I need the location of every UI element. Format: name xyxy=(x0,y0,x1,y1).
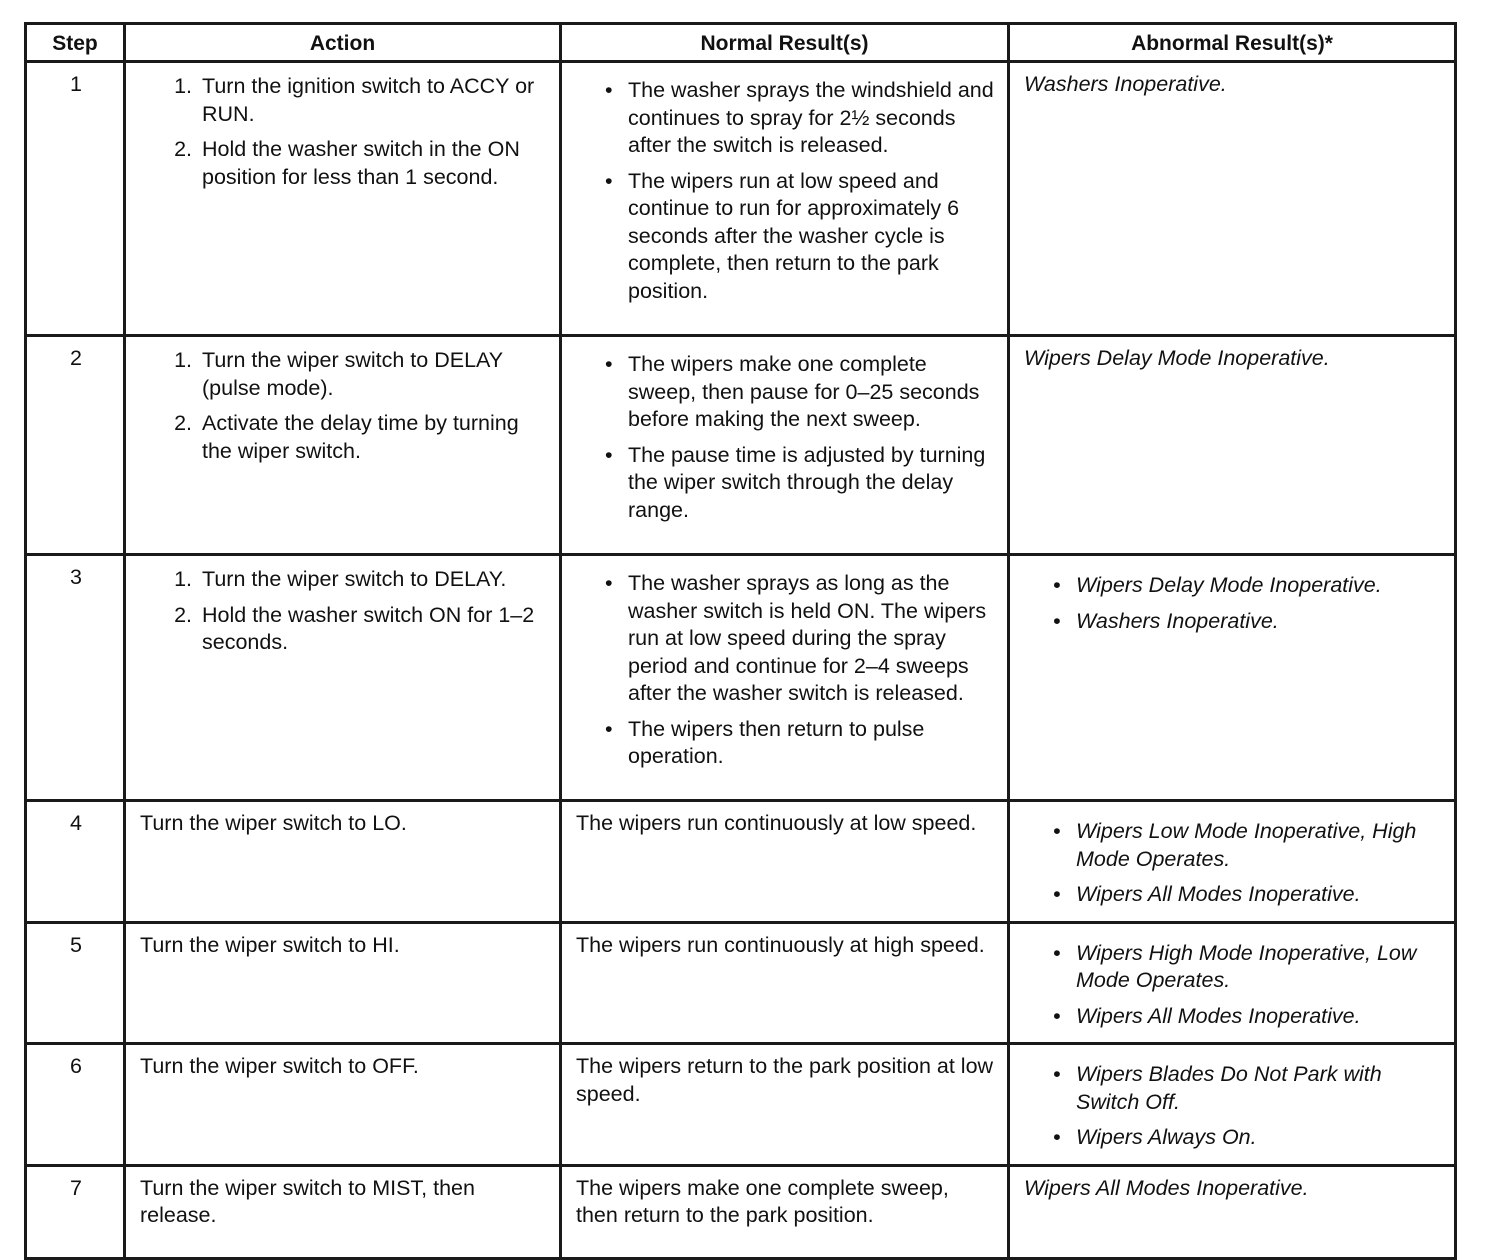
header-normal-results: Normal Result(s) xyxy=(561,24,1009,62)
abnormal-result-cell xyxy=(1009,801,1456,923)
abnormal-result-cell xyxy=(1009,62,1456,336)
normal-result-item: • The wipers run at low speed and continue to run for approximately 6 seconds after the washer cycle is complete, then return to the park position. xyxy=(628,168,995,306)
step-number: 5 xyxy=(26,922,125,1044)
normal-result-text: The wipers run continuously at low speed. xyxy=(576,811,977,835)
step-number: 4 xyxy=(26,801,125,923)
header-abnormal-results: Abnormal Result(s)* xyxy=(1009,24,1456,62)
abnormal-result-cell xyxy=(1009,922,1456,1044)
abnormal-result-item: • Washers Inoperative. xyxy=(1076,608,1442,636)
abnormal-result-list xyxy=(1024,940,1442,1031)
abnormal-result-cell xyxy=(1009,1044,1456,1166)
step-number: 2 xyxy=(26,336,125,555)
step-number: 6 xyxy=(26,1044,125,1166)
abnormal-result-text: Wipers Delay Mode Inoperative. xyxy=(1024,346,1330,370)
normal-result-text: The wipers return to the park position at low speed. xyxy=(576,1054,994,1106)
normal-result-cell xyxy=(561,336,1009,555)
header-row xyxy=(26,24,1456,62)
normal-result-text: The wipers run continuously at high speed. xyxy=(576,932,985,957)
action-text: Turn the wiper switch to LO. xyxy=(140,811,407,835)
abnormal-result-text: Wipers All Modes Inoperative. xyxy=(1024,1175,1309,1200)
normal-result-item: • The wipers make one complete sweep, then pause for 0–25 seconds before making the next sweep. xyxy=(628,351,995,434)
normal-result-list xyxy=(576,351,995,524)
normal-result-cell xyxy=(561,1165,1009,1258)
abnormal-result-item: • Wipers Blades Do Not Park with Switch Off. xyxy=(1076,1061,1442,1116)
table-row xyxy=(26,922,1456,1044)
abnormal-result-cell xyxy=(1009,1165,1456,1258)
abnormal-result-text: Washers Inoperative. xyxy=(1024,72,1227,96)
normal-result-item: • The washer sprays as long as the washer switch is held ON. The wipers run at low speed during the spray period and continue for 2–4 sweeps after the washer switch is released. xyxy=(628,570,995,708)
normal-result-item: • The wipers then return to pulse operation. xyxy=(628,716,995,771)
abnormal-result-item: • Wipers Delay Mode Inoperative. xyxy=(1076,572,1442,600)
header-step: Step xyxy=(26,24,125,62)
table-row xyxy=(26,62,1456,336)
table-row xyxy=(26,1165,1456,1258)
action-text: Turn the wiper switch to MIST, then release. xyxy=(140,1175,475,1227)
action-list xyxy=(140,566,547,657)
table-row xyxy=(26,801,1456,923)
action-text: Turn the wiper switch to OFF. xyxy=(140,1054,419,1078)
table-row xyxy=(26,1044,1456,1166)
normal-result-item: • The pause time is adjusted by turning the wiper switch through the delay range. xyxy=(628,442,995,525)
abnormal-result-item: • Wipers Low Mode Inoperative, High Mode Operates. xyxy=(1076,818,1442,873)
step-number: 3 xyxy=(26,555,125,801)
action-item: 2. Hold the washer switch in the ON position for less than 1 second. xyxy=(198,136,547,191)
normal-result-list xyxy=(576,77,995,305)
action-list xyxy=(140,347,547,465)
diagnostic-table xyxy=(24,22,1457,1260)
step-number: 7 xyxy=(26,1165,125,1258)
abnormal-result-item: • Wipers All Modes Inoperative. xyxy=(1076,881,1442,909)
action-item: 1. Turn the ignition switch to ACCY or RUN. xyxy=(198,73,547,128)
action-cell xyxy=(125,1165,561,1258)
action-cell xyxy=(125,801,561,923)
normal-result-item: • The washer sprays the windshield and continues to spray for 2½ seconds after the switch is released. xyxy=(628,77,995,160)
normal-result-cell xyxy=(561,555,1009,801)
action-cell xyxy=(125,336,561,555)
abnormal-result-list xyxy=(1024,572,1442,635)
action-item: 1. Turn the wiper switch to DELAY (pulse mode). xyxy=(198,347,547,402)
abnormal-result-cell xyxy=(1009,336,1456,555)
table-row xyxy=(26,336,1456,555)
normal-result-text: The wipers make one complete sweep, then return to the park position. xyxy=(576,1175,949,1227)
abnormal-result-cell xyxy=(1009,555,1456,801)
action-cell xyxy=(125,62,561,336)
action-cell xyxy=(125,922,561,1044)
normal-result-cell xyxy=(561,62,1009,336)
action-item: 1. Turn the wiper switch to DELAY. xyxy=(198,566,547,594)
action-list xyxy=(140,73,547,191)
action-item: 2. Activate the delay time by turning the wiper switch. xyxy=(198,410,547,465)
normal-result-cell xyxy=(561,801,1009,923)
abnormal-result-item: • Wipers High Mode Inoperative, Low Mode Operates. xyxy=(1076,940,1442,995)
abnormal-result-item: • Wipers All Modes Inoperative. xyxy=(1076,1003,1442,1031)
normal-result-list xyxy=(576,570,995,771)
action-cell xyxy=(125,1044,561,1166)
abnormal-result-item: • Wipers Always On. xyxy=(1076,1124,1442,1152)
step-number: 1 xyxy=(26,62,125,336)
normal-result-cell xyxy=(561,1044,1009,1166)
action-text: Turn the wiper switch to HI. xyxy=(140,932,400,957)
abnormal-result-list xyxy=(1024,1061,1442,1152)
table-row xyxy=(26,555,1456,801)
action-cell xyxy=(125,555,561,801)
normal-result-cell xyxy=(561,922,1009,1044)
abnormal-result-list xyxy=(1024,818,1442,909)
action-item: 2. Hold the washer switch ON for 1–2 seconds. xyxy=(198,602,547,657)
header-action: Action xyxy=(125,24,561,62)
